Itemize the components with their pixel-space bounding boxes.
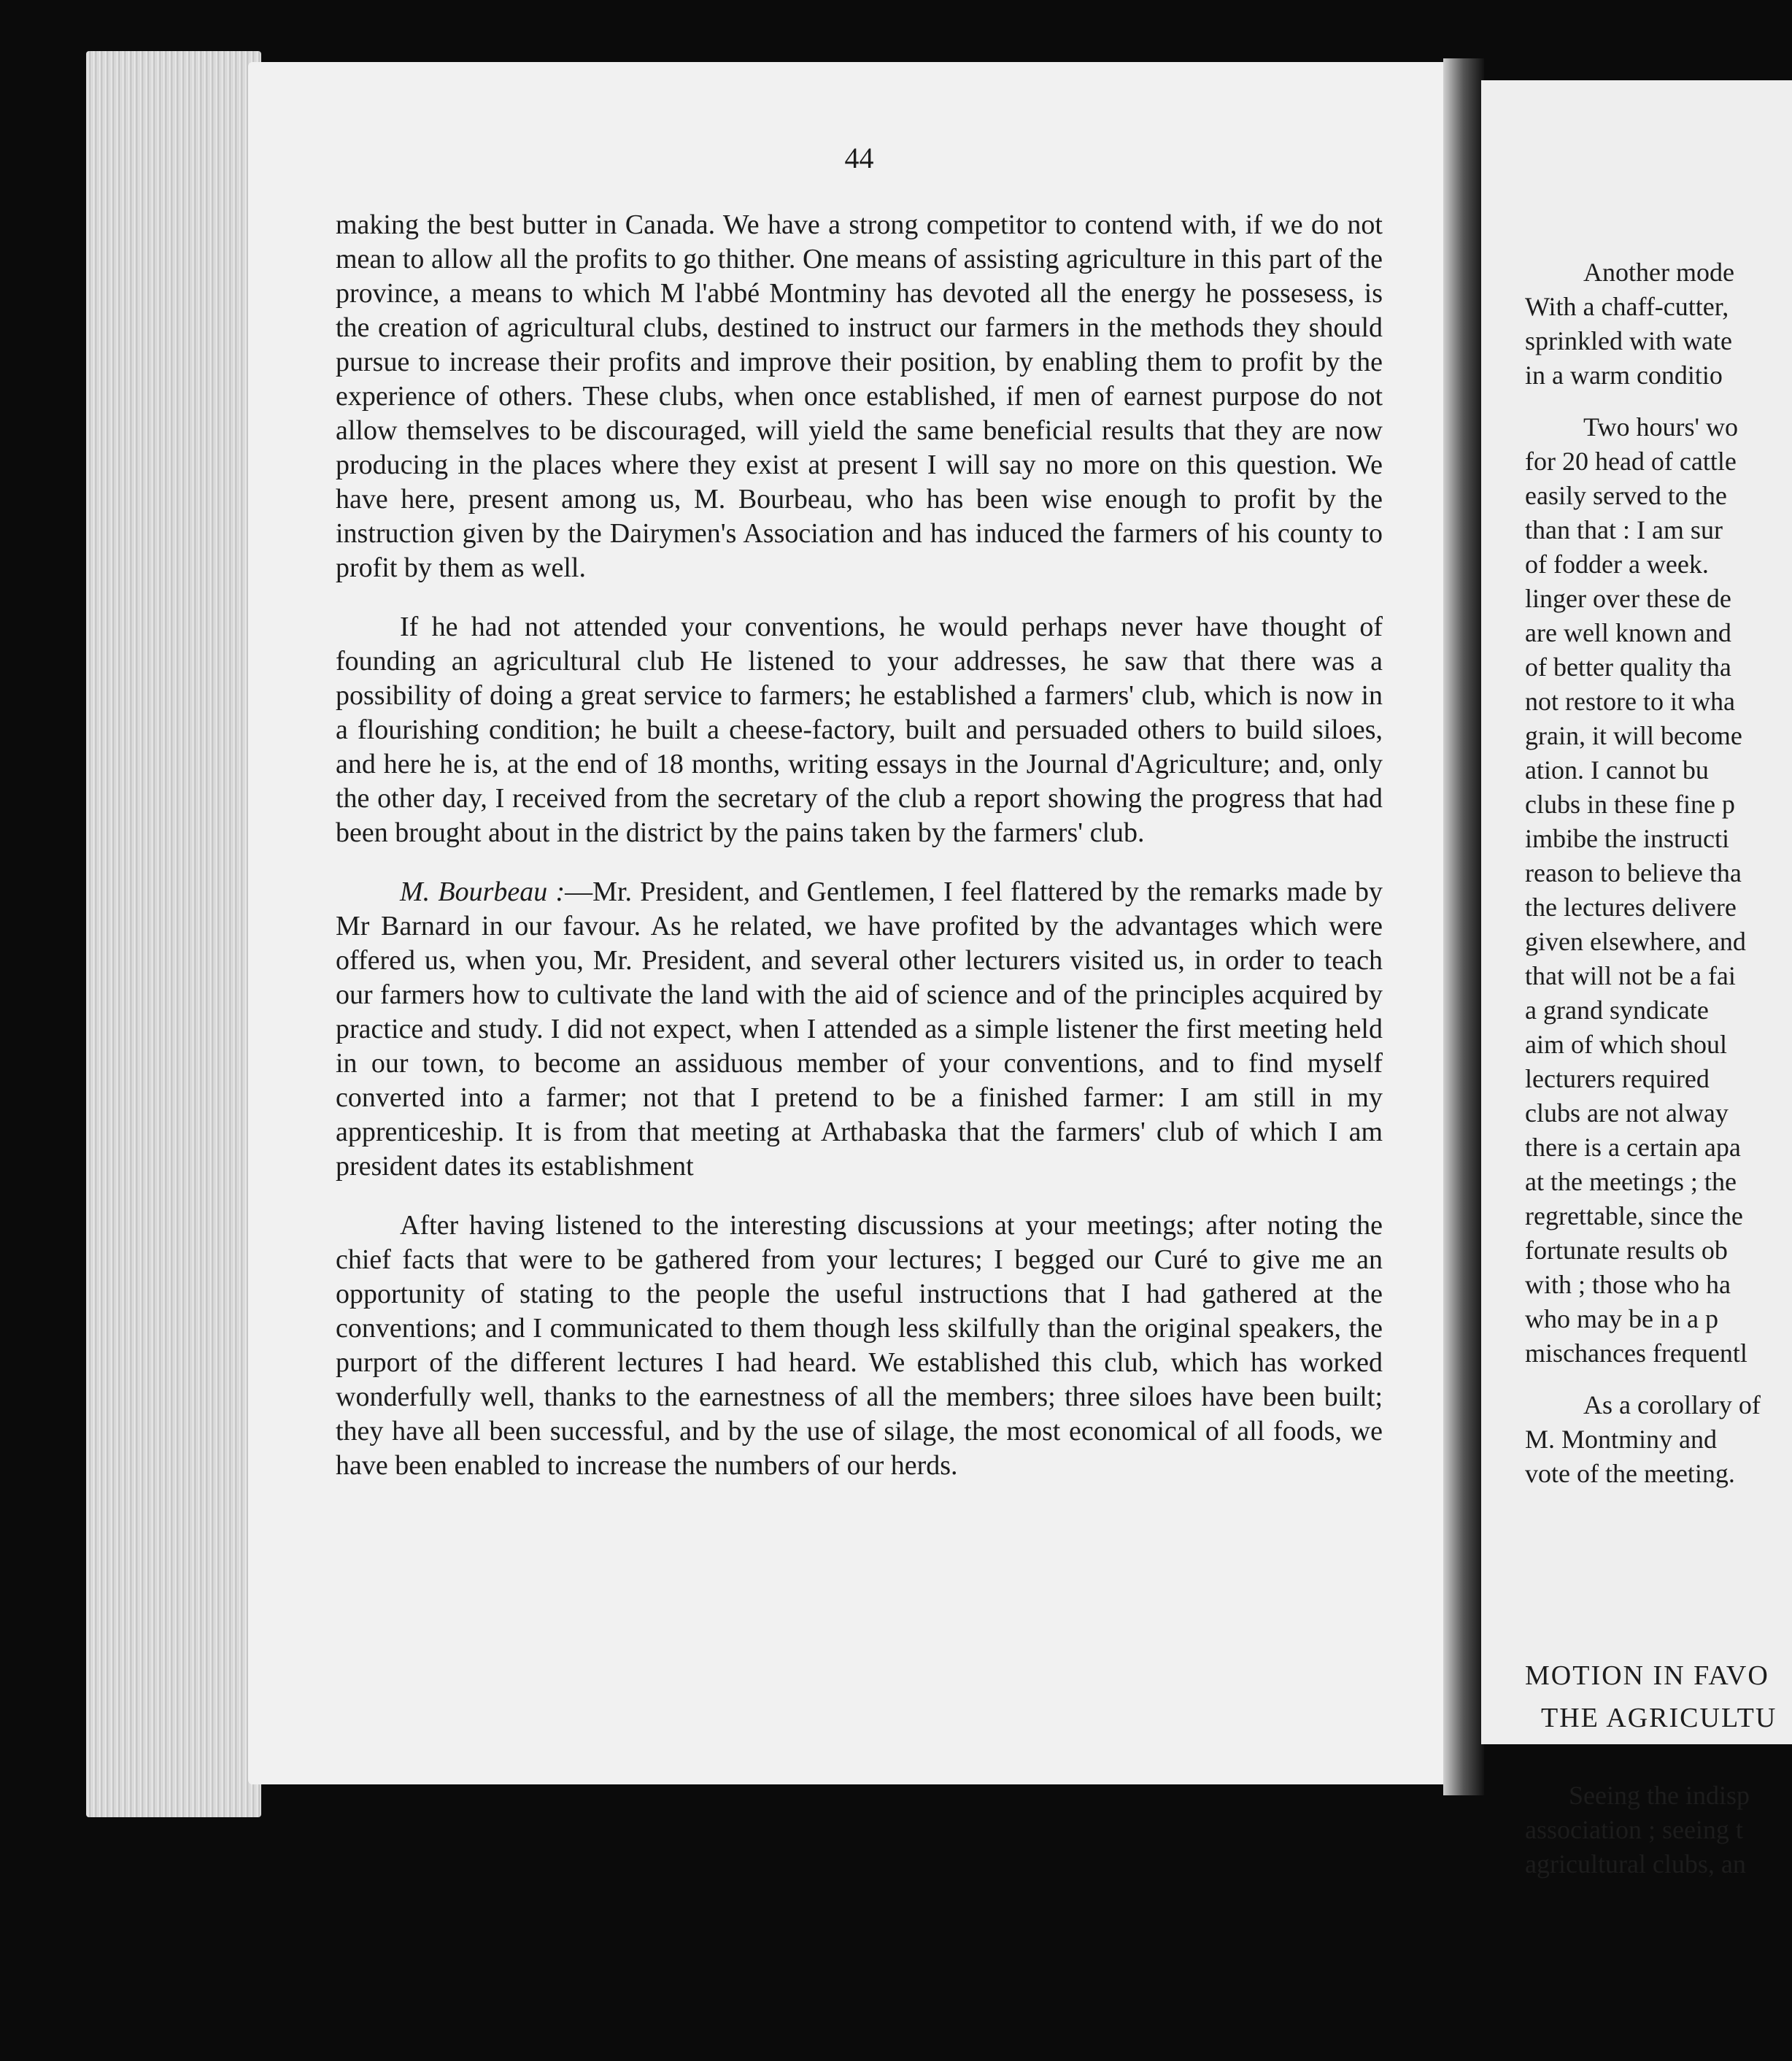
right-line: than that : I am sur <box>1525 515 1723 544</box>
right-line: given elsewhere, and <box>1525 927 1746 956</box>
right-page <box>1481 80 1792 1879</box>
right-line: imbibe the instructi <box>1525 824 1729 853</box>
speaker-paragraph <box>336 875 1383 1184</box>
right-line: in a warm conditio <box>1525 361 1723 390</box>
right-line: grain, it will become <box>1525 721 1742 750</box>
left-page-text <box>336 142 1383 1508</box>
right-line: who may be in a p <box>1525 1304 1718 1333</box>
right-line: Another mode <box>1583 258 1734 287</box>
section-heading: MOTION IN FAVO <box>1525 1660 1769 1691</box>
right-line: lecturers required <box>1525 1064 1710 1093</box>
paragraph-2: If he had not attended your conventions, he would perhaps never have thought of founding an agricultural club He listened to your addresses, he saw that there was a possibility of doing a great service to farmers; he established a farmers' club, which is now in a flourishing condition; he built a cheese-factory, built and persuaded others to build siloes, and here he is, at the end of 18 months, writing essays in the Journal d'Agriculture; and, only the other day, I received from the secretary of the club a report showing the progress that had been brought about in the district by the pains taken by the farmers' club. <box>336 612 1383 848</box>
right-line: not restore to it wha <box>1525 687 1735 716</box>
right-line: of fodder a week. <box>1525 550 1709 579</box>
right-line: ation. I cannot bu <box>1525 755 1709 785</box>
right-line: at the meetings ; the <box>1525 1167 1737 1196</box>
right-line: With a chaff-cutter, <box>1525 292 1729 321</box>
right-page-text <box>1525 255 1792 1881</box>
book-page-edges <box>86 51 261 1817</box>
right-line: clubs are not alway <box>1525 1098 1729 1128</box>
right-line: M. Montminy and <box>1525 1425 1718 1454</box>
right-line: agricultural clubs, an <box>1525 1849 1746 1879</box>
right-line: there is a certain apa <box>1525 1133 1741 1162</box>
right-line: that will not be a fai <box>1525 961 1736 990</box>
right-line: are well known and <box>1525 618 1731 647</box>
right-line: Two hours' wo <box>1583 412 1738 442</box>
right-line: linger over these de <box>1525 584 1731 613</box>
right-line: sprinkled with wate <box>1525 326 1732 355</box>
right-line: Seeing the indisp <box>1569 1781 1750 1810</box>
right-line: easily served to the <box>1525 481 1727 510</box>
paragraph-1: making the best butter in Canada. We have a strong competitor to contend with, if we do not mean to allow all the profits to go thither. One means of assisting agriculture in this part of the province, a means to which M l'abbé Montminy has devoted all the energy he possesess, is the creation of agricultural clubs, destined to instruct our farmers in the methods they should pursue to increase their profits and improve their position, by enabling them to profit by the experience of others. These clubs, when once established, if men of earnest purpose do not allow themselves to be discouraged, will yield the same beneficial results that they are now producing in the places where they exist at present I will say no more on this question. We have here, present among us, M. Bourbeau, who has been wise enough to profit by the instruction given by the Dairymen's Association and has induced the farmers of his county to profit by them as well. <box>336 209 1383 583</box>
speaker-label: M. Bourbeau : <box>400 877 565 907</box>
right-line: As a corollary of <box>1583 1390 1761 1419</box>
right-line: of better quality tha <box>1525 652 1731 682</box>
right-line: for 20 head of cattle <box>1525 447 1737 476</box>
right-line: association ; seeing t <box>1525 1815 1743 1844</box>
right-line: vote of the meeting. <box>1525 1459 1735 1488</box>
right-line: fortunate results ob <box>1525 1236 1728 1265</box>
speaker-text: —Mr. President, and Gentlemen, I feel flattered by the remarks made by Mr Barnard in our favour. As he related, we have profited by the advantages which were offered us, when you, Mr. President, and several other lecturers visited us, in order to teach our farmers how to cultivate the land with the aid of science and of the principles acquired by practice and study. I did not expect, when I attended as a simple listener the first meeting held in our town, to become an assiduous member of your conventions, and to find myself converted into a farmer; not that I pretend to be a finished farmer: I am still in my apprenticeship. It is from that meeting at Arthabaska that the farmers' club of which I am president dates its establishment <box>336 877 1383 1182</box>
right-line: reason to believe tha <box>1525 858 1742 887</box>
right-line: mischances frequentl <box>1525 1338 1747 1368</box>
right-line: clubs in these fine p <box>1525 790 1735 819</box>
section-heading: THE AGRICULTU <box>1541 1703 1777 1733</box>
right-line: regrettable, since the <box>1525 1201 1743 1230</box>
page-number: 44 <box>844 142 874 174</box>
right-line: a grand syndicate <box>1525 995 1709 1025</box>
right-line: the lectures delivere <box>1525 893 1737 922</box>
paragraph-final: After having listened to the interesting discussions at your meetings; after noting the chief facts that were to be gathered from your lectures; I begged our Curé to give me an opportunity of stating to the people the useful instructions that I had gathered at the conventions; and I communicated to them though less skilfully than the original speakers, the purport of the different lectures I had heard. We established this club, which has worked wonderfully well, thanks to the earnestness of all the members; three siloes have been built; they have all been successful, and by the use of silage, the most economical of all foods, we have been enabled to increase the numbers of our herds. <box>336 1210 1383 1481</box>
left-page <box>248 62 1445 1784</box>
book-gutter <box>1443 58 1484 1795</box>
right-line: aim of which shoul <box>1525 1030 1727 1059</box>
right-line: with ; those who ha <box>1525 1270 1731 1299</box>
